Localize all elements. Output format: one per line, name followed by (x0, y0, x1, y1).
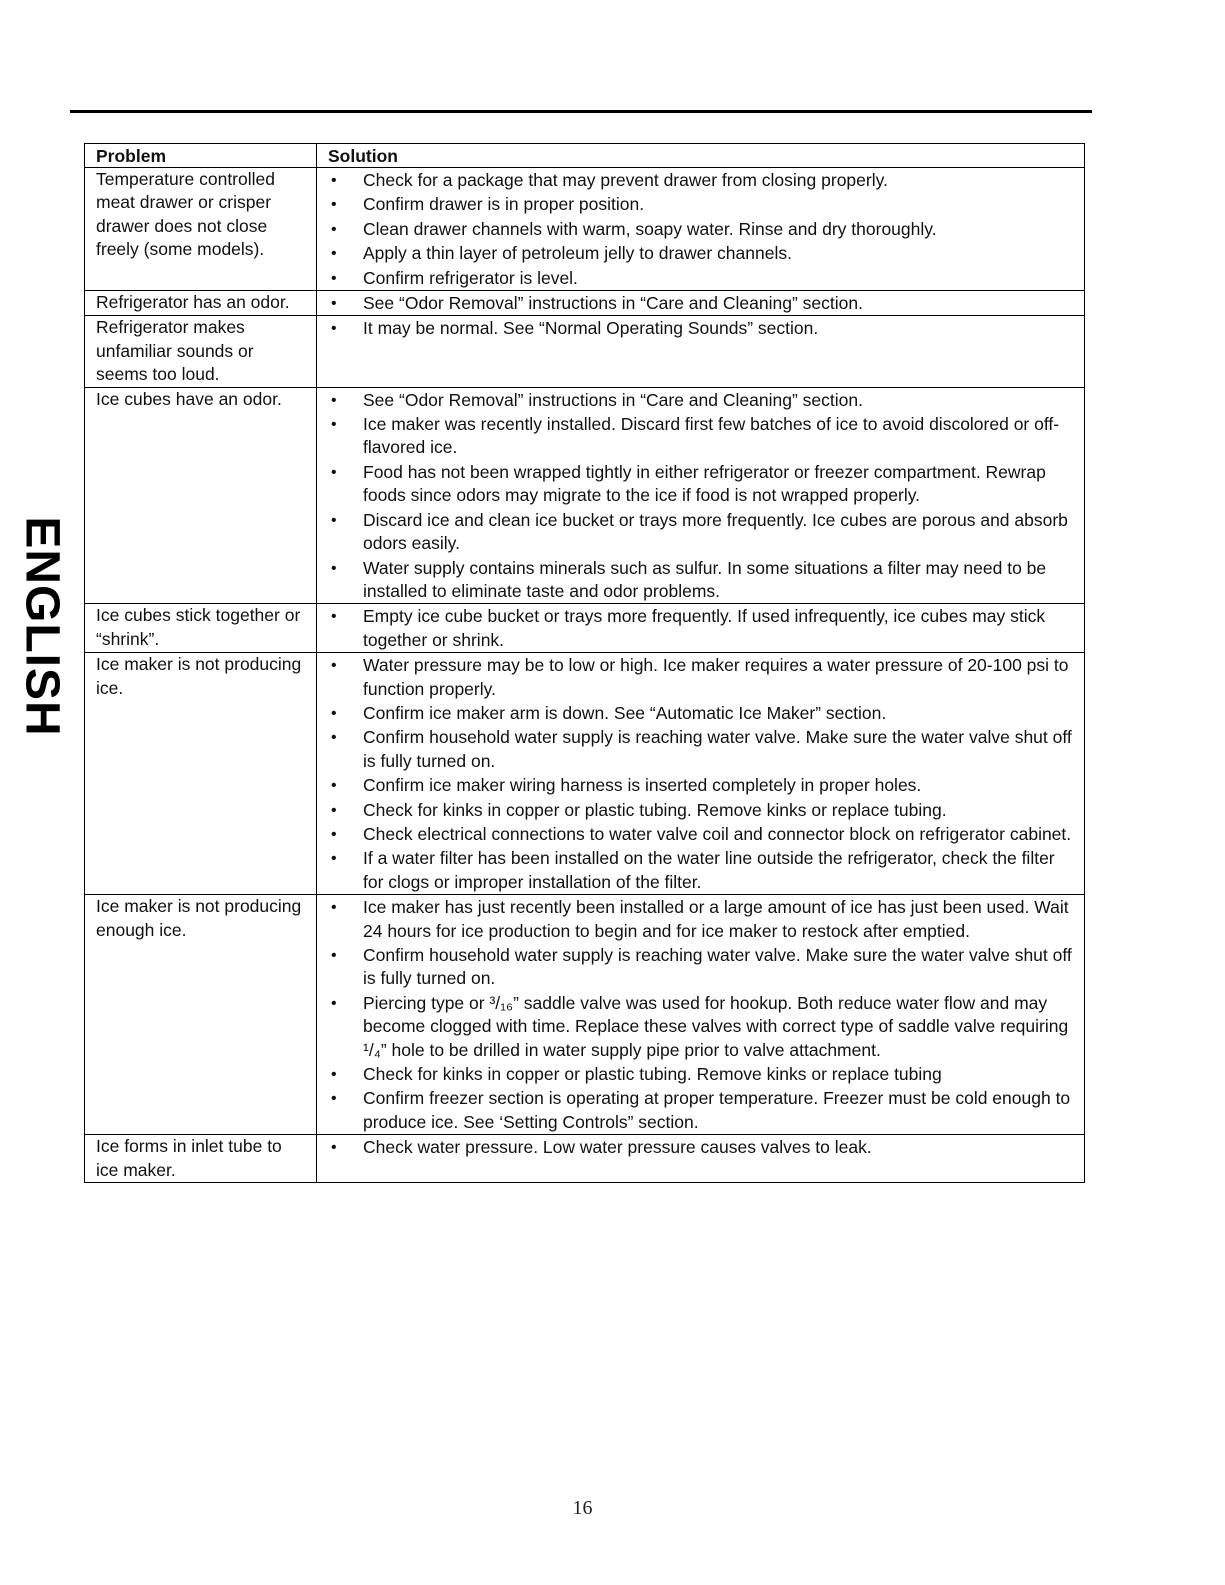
page-number: 16 (572, 1497, 593, 1519)
solution-item: • Empty ice cube bucket or trays more frequently. If used infrequently, ice cubes may stick together or shrink. (331, 605, 1074, 652)
solution-item: • Confirm freezer section is operating at proper temperature. Freezer must be cold enough to produce ice. See ‘Setting Controls” section. (331, 1087, 1074, 1134)
problem-cell: Ice cubes have an odor. (85, 387, 317, 604)
solution-item: • Confirm household water supply is reaching water valve. Make sure the water valve shut off is fully turned on. (331, 726, 1074, 773)
problem-cell: Temperature controlled meat drawer or crisper drawer does not close freely (some models). (85, 168, 317, 291)
problem-cell: Refrigerator makes unfamiliar sounds or seems too loud. (85, 316, 317, 387)
solution-cell (317, 653, 1085, 895)
solution-item: • Piercing type or ³/₁₆” saddle valve was used for hookup. Both reduce water flow and may become clogged with time. Replace these valves with correct type of saddle valve requiring ¹/₄” hole to be drilled in water supply pipe prior to valve attachment. (331, 992, 1074, 1062)
solution-item: • See “Odor Removal” instructions in “Care and Cleaning” section. (331, 389, 1074, 412)
solution-item: • Water supply contains minerals such as sulfur. In some situations a filter may need to be installed to eliminate taste and odor problems. (331, 557, 1074, 604)
solution-cell (317, 168, 1085, 291)
solution-cell (317, 1135, 1085, 1183)
solution-item: • Food has not been wrapped tightly in either refrigerator or freezer compartment. Rewrap foods since odors may migrate to the ice if food is not wrapped properly. (331, 461, 1074, 508)
solution-item: • Clean drawer channels with warm, soapy water. Rinse and dry thoroughly. (331, 218, 1074, 241)
solution-list (331, 605, 1074, 652)
table-row (85, 653, 1085, 895)
solution-item: • Check for a package that may prevent drawer from closing properly. (331, 169, 1074, 192)
solution-list (331, 1136, 1074, 1159)
solution-list (331, 654, 1074, 894)
problem-column-header: Problem (85, 144, 317, 168)
problem-cell: Ice forms in inlet tube to ice maker. (85, 1135, 317, 1183)
solution-item: • Confirm ice maker wiring harness is inserted completely in proper holes. (331, 774, 1074, 797)
solution-list (331, 292, 1074, 315)
solution-item: • Discard ice and clean ice bucket or trays more frequently. Ice cubes are porous and absorb odors easily. (331, 509, 1074, 556)
solution-cell (317, 316, 1085, 387)
solution-item: • Water pressure may be to low or high. Ice maker requires a water pressure of 20-100 psi to function properly. (331, 654, 1074, 701)
solution-item: • See “Odor Removal” instructions in “Care and Cleaning” section. (331, 292, 1074, 315)
solution-item: • If a water filter has been installed on the water line outside the refrigerator, check the filter for clogs or improper installation of the filter. (331, 847, 1074, 894)
solution-cell (317, 604, 1085, 653)
troubleshooting-table (84, 143, 1085, 1183)
problem-cell: Ice maker is not producing enough ice. (85, 895, 317, 1135)
solution-cell (317, 387, 1085, 604)
solution-item: • Check for kinks in copper or plastic tubing. Remove kinks or replace tubing (331, 1063, 1074, 1086)
table-row (85, 895, 1085, 1135)
solution-item: • Confirm ice maker arm is down. See “Automatic Ice Maker” section. (331, 702, 1074, 725)
solution-cell (317, 291, 1085, 316)
solution-column-header: Solution (317, 144, 1085, 168)
solution-list (331, 169, 1074, 290)
solution-item: • It may be normal. See “Normal Operating Sounds” section. (331, 317, 1074, 340)
solution-item: • Check electrical connections to water valve coil and connector block on refrigerator cabinet. (331, 823, 1074, 846)
solution-item: • Ice maker has just recently been installed or a large amount of ice has just been used. Wait 24 hours for ice production to begin and for ice maker to restock after emptied. (331, 896, 1074, 943)
table-row (85, 316, 1085, 387)
table-row (85, 387, 1085, 604)
solution-item: • Apply a thin layer of petroleum jelly to drawer channels. (331, 242, 1074, 265)
table-row (85, 604, 1085, 653)
language-side-label (15, 512, 69, 740)
solution-item: • Confirm household water supply is reaching water valve. Make sure the water valve shut off is fully turned on. (331, 944, 1074, 991)
solution-list (331, 317, 1074, 340)
solution-list (331, 389, 1074, 604)
problem-cell: Ice maker is not producing ice. (85, 653, 317, 895)
solution-item: • Confirm refrigerator is level. (331, 267, 1074, 290)
solution-list (331, 896, 1074, 1134)
problem-cell: Ice cubes stick together or “shrink”. (85, 604, 317, 653)
solution-item: • Ice maker was recently installed. Discard first few batches of ice to avoid discolored or off-flavored ice. (331, 413, 1074, 460)
table-row (85, 1135, 1085, 1183)
top-rule (70, 110, 1092, 113)
table-body (85, 168, 1085, 1183)
solution-item: • Check water pressure. Low water pressure causes valves to leak. (331, 1136, 1074, 1159)
problem-cell: Refrigerator has an odor. (85, 291, 317, 316)
table-row (85, 168, 1085, 291)
solution-item: • Confirm drawer is in proper position. (331, 193, 1074, 216)
solution-item: • Check for kinks in copper or plastic tubing. Remove kinks or replace tubing. (331, 799, 1074, 822)
table-row (85, 291, 1085, 316)
language-label-text: ENGLISH (15, 515, 69, 737)
table-header-row (85, 144, 1085, 168)
solution-cell (317, 895, 1085, 1135)
